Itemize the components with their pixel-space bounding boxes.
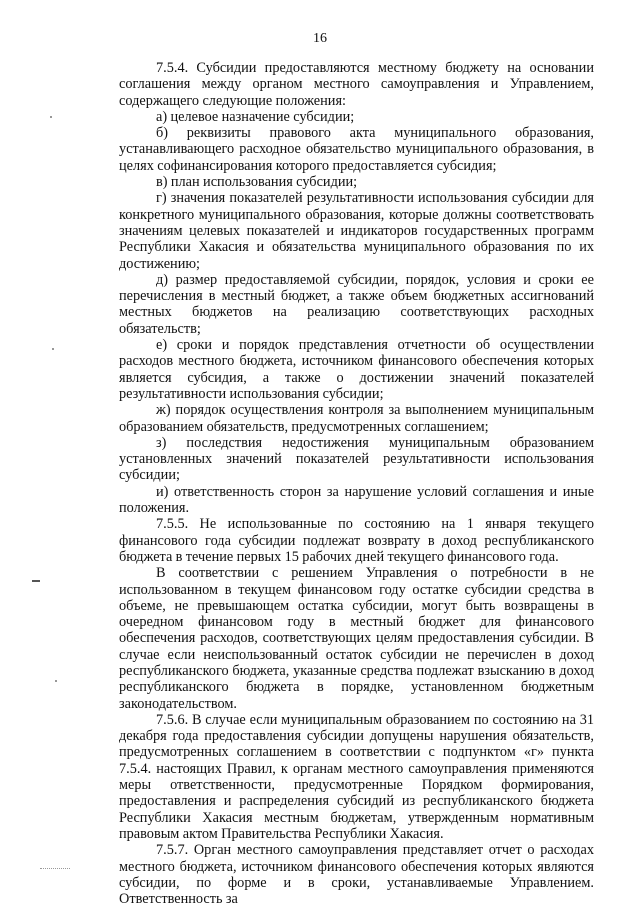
margin-mark [32,580,40,582]
list-item-i: и) ответственность сторон за нарушение условий соглашения и иные положения. [119,483,594,517]
page-number: 16 [313,31,327,46]
list-item-b: б) реквизиты правового акта муниципального образования, устанавливающего расходное обязательство муниципального образования, в целях софинансирования которого предоставляется субсидия; [119,125,594,174]
list-item-e: е) сроки и порядок представления отчетности об осуществлении расходов местного бюджета, источником финансового обеспечения которых является субсидия, а также о достижении значений показателей результативности использования субсидии; [119,337,594,402]
list-item-g: г) значения показателей результативности использования субсидии для конкретного муниципального образования, которые должны соответствовать значениям целевых показателей и индикаторов государственных программ Республики Хакасия и обязательства муниципального образования по их достижению; [119,190,594,272]
paragraph-7-5-6: 7.5.6. В случае если муниципальным образованием по состоянию на 31 декабря года предоставления субсидии допущены нарушения обязательств, предусмотренных соглашением в соответствии с подпунктом «г» пункта 7.5.4. настоящих Правил, к органам местного самоуправления применяются меры ответственности, предусмотренные Порядком формирования, предоставления и распределения субсидий из республиканского бюджета Республики Хакасия местным бюджетам, утвержденным нормативным правовым актом Правительства Республики Хакасия. [119,711,594,842]
list-item-z: з) последствия недостижения муниципальным образованием установленных значений показателей результативности использования субсидии; [119,434,594,484]
list-item-d: д) размер предоставляемой субсидии, порядок, условия и сроки ее перечисления в местный бюджет, а также объем бюджетных ассигнований местных бюджетов на реализацию соответствующих расходных обязательств; [119,271,594,337]
list-item-a: а) целевое назначение субсидии; [156,108,355,125]
list-item-v: в) план использования субсидии; [156,174,358,191]
list-item-zh: ж) порядок осуществления контроля за выполнением муниципальным образованием обязательств, предусмотренных соглашением; [119,402,594,435]
scan-dot [52,348,54,350]
document-body [119,60,594,907]
scan-dot [55,680,57,682]
scan-dot [50,116,52,118]
scan-smudge [40,860,70,869]
paragraph-7-5-7: 7.5.7. Орган местного самоуправления представляет отчет о расходах местного бюджета, источником финансового обеспечения которых являются субсидии, по форме и в сроки, устанавливаемые Управлением. Ответственность за [119,842,594,907]
paragraph-7-5-5: 7.5.5. Не использованные по состоянию на 1 января текущего финансового года субсидии подлежат возврату в доход республиканского бюджета в течение первых 15 рабочих дней текущего финансового года. [119,516,594,565]
paragraph-7-5-4: 7.5.4. Субсидии предоставляются местному бюджету на основании соглашения между органом местного самоуправления и Управлением, содержащего следующие положения: [119,60,594,109]
paragraph-return-decision: В соответствии с решением Управления о потребности в не использованном в текущем финансовом году остатке субсидии средства в объеме, не превышающем остатка субсидии, могут быть возвращены в очередном финансовом году в местный бюджет для финансового обеспечения расходов, соответствующих целям предоставления субсидии. В случае если неиспользованный остаток субсидии не перечислен в доход республиканского бюджета, указанные средства подлежат взысканию в доход республиканского бюджета в порядке, установленном бюджетным законодательством. [119,565,594,712]
